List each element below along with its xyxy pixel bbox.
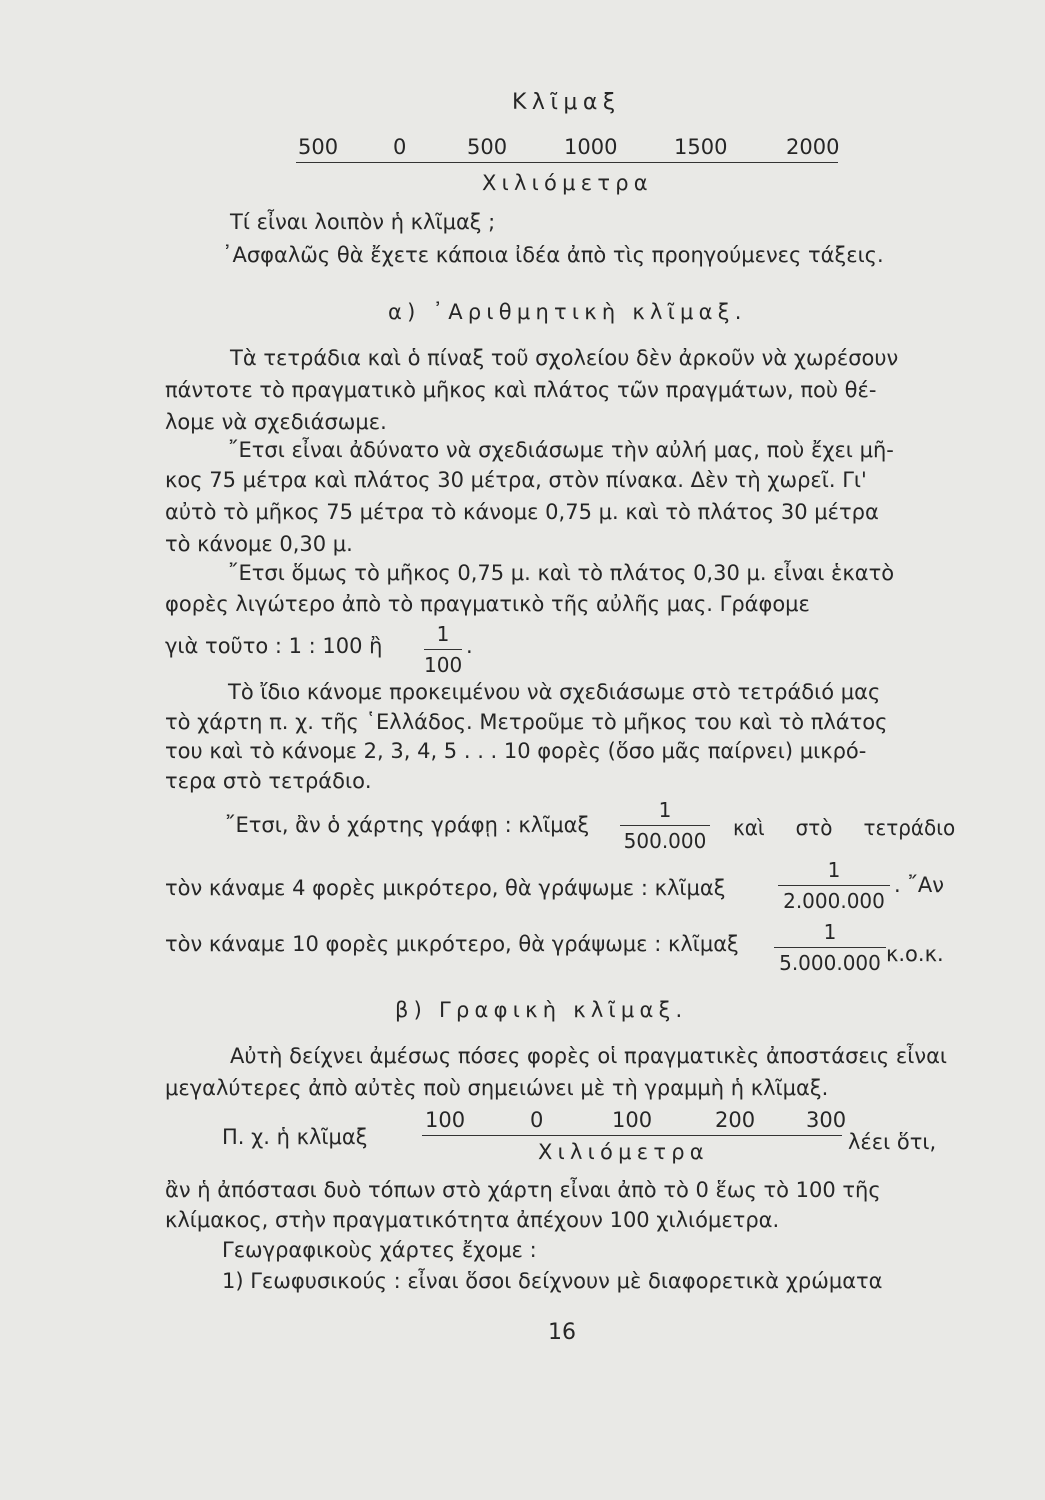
fraction-denominator: 500.000 [623, 829, 707, 853]
section-b-heading: β) Γραφικὴ κλῖμαξ. [395, 998, 688, 1022]
paragraph-line: πάντοτε τὸ πραγματικὸ μῆκος καὶ πλάτος τῶν πραγμάτων, ποὺ θέ- [165, 378, 877, 402]
paragraph-line: Αὐτὴ δείχνει ἀμέσως πόσες φορὲς οἱ πραγματικὲς ἀποστάσεις εἶναι [230, 1044, 948, 1068]
paragraph-line: τὸ χάρτη π. χ. τῆς ῾Ελλάδος. Μετροῦμε τὸ μῆκος του καὶ τὸ πλάτος [165, 710, 888, 734]
example-tick: 200 [715, 1108, 756, 1132]
example-scale-line [422, 1135, 842, 1136]
scale-tick: 500 [298, 135, 339, 159]
example-suffix: κ.ο.κ. [886, 942, 944, 966]
paragraph-line: Τὸ ἴδιο κάνομε προκειμένου νὰ σχεδιάσωμε στὸ τετράδιό μας [228, 680, 881, 704]
paragraph-line: Τὰ τετράδια καὶ ὁ πίναξ τοῦ σχολείου δὲν ἀρκοῦν νὰ χωρέσουν [230, 346, 899, 370]
scale-title: Κλῖμαξ [512, 90, 621, 115]
fraction-numerator: 1 [436, 622, 450, 646]
fraction-bar [774, 947, 886, 948]
fraction-numerator: 1 [823, 920, 837, 944]
paragraph-line: φορὲς λιγώτερο ἀπὸ τὸ πραγματικὸ τῆς αὐλῆς μας. Γράφομε [165, 592, 810, 616]
fraction-numerator: 1 [658, 798, 672, 822]
fraction-denominator: 5.000.000 [779, 951, 881, 975]
example-tick: 100 [425, 1108, 466, 1132]
paragraph-line: ἂν ἡ ἀπόστασι δυὸ τόπων στὸ χάρτη εἶναι ἀπὸ τὸ 0 ἕως τὸ 100 τῆς [165, 1178, 881, 1202]
paragraph-line: κος 75 μέτρα καὶ πλάτος 30 μέτρα, στὸν πίνακα. Δὲν τὴ χωρεῖ. Γι' [165, 468, 867, 492]
scale-tick: 1500 [674, 135, 728, 159]
scale-fraction [774, 920, 886, 975]
ratio-prefix: γιὰ τοῦτο : 1 : 100 ἢ [165, 634, 383, 658]
scale-fraction [620, 798, 710, 853]
scale-line [296, 162, 838, 163]
paragraph-line: αὐτὸ τὸ μῆκος 75 μέτρα τὸ κάνομε 0,75 μ. καὶ τὸ πλάτος 30 μέτρα [165, 500, 879, 524]
scale-tick: 2000 [786, 135, 840, 159]
example-suffix: . ῎Αν [894, 873, 944, 897]
paragraph-line: τὸ κάνομε 0,30 μ. [165, 532, 353, 556]
paragraph-line: λομε νὰ σχεδιάσωμε. [165, 410, 387, 434]
fraction-bar [620, 825, 710, 826]
paragraph-line: μεγαλύτερες ἀπὸ αὐτὲς ποὺ σημειώνει μὲ τὴ γραμμὴ ἡ κλῖμαξ. [165, 1076, 829, 1100]
scale-tick: 1000 [564, 135, 618, 159]
fraction-numerator: 1 [827, 858, 841, 882]
example-tick: 100 [612, 1108, 653, 1132]
paragraph-line: Γεωγραφικοὺς χάρτες ἔχομε : [222, 1238, 537, 1262]
scale-tick: 0 [393, 135, 407, 159]
fraction-denominator: 100 [424, 653, 463, 677]
paragraph-line: τερα στὸ τετράδιο. [165, 769, 372, 793]
intro-line: ᾿Ασφαλῶς θὰ ἔχετε κάποια ἰδέα ἀπὸ τὶς προηγούμενες τάξεις. [222, 243, 884, 267]
example-tick: 300 [806, 1108, 847, 1132]
scale-fraction [778, 858, 890, 913]
ratio-fraction [424, 622, 462, 677]
ratio-end: . [466, 634, 473, 658]
graphic-example-suffix: λέει ὅτι, [848, 1130, 937, 1154]
example-scale-unit: Χιλιόμετρα [538, 1140, 709, 1164]
scale-tick: 500 [467, 135, 508, 159]
graphic-example-prefix: Π. χ. ἡ κλῖμαξ [222, 1125, 368, 1149]
scale-unit: Χιλιόμετρα [482, 171, 653, 195]
paragraph-line: του καὶ τὸ κάνομε 2, 3, 4, 5 . . . 10 φορὲς (ὅσο μᾶς παίρνει) μικρό- [165, 739, 867, 763]
example-suffix: καὶ στὸ τετράδιο [733, 816, 956, 840]
fraction-bar [424, 649, 462, 650]
example-prefix: τὸν κάναμε 4 φορὲς μικρότερο, θὰ γράψωμε : κλῖμαξ [165, 876, 726, 900]
section-a-heading: α) ᾿Αριθμητικὴ κλῖμαξ. [388, 300, 747, 324]
fraction-denominator: 2.000.000 [783, 889, 885, 913]
paragraph-line: κλίμακος, στὴν πραγματικότητα ἀπέχουν 100 χιλιόμετρα. [165, 1208, 780, 1232]
page-number: 16 [548, 1320, 576, 1345]
paragraph-line: ῎Ετσι ὅμως τὸ μῆκος 0,75 μ. καὶ τὸ πλάτος 0,30 μ. εἶναι ἑκατὸ [228, 561, 895, 585]
paragraph-line: 1) Γεωφυσικούς : εἶναι ὅσοι δείχνουν μὲ διαφορετικὰ χρώματα [222, 1269, 883, 1293]
example-tick: 0 [530, 1108, 544, 1132]
paragraph-line: ῎Ετσι εἶναι ἀδύνατο νὰ σχεδιάσωμε τὴν αὐλή μας, ποὺ ἔχει μῆ- [228, 438, 894, 462]
example-prefix: ῎Ετσι, ἂν ὁ χάρτης γράφῃ : κλῖμαξ [225, 813, 590, 837]
example-prefix: τὸν κάναμε 10 φορὲς μικρότερο, θὰ γράψωμε : κλῖμαξ [165, 932, 739, 956]
intro-question: Τί εἶναι λοιπὸν ἡ κλῖμαξ ; [230, 210, 496, 234]
fraction-bar [778, 885, 890, 886]
